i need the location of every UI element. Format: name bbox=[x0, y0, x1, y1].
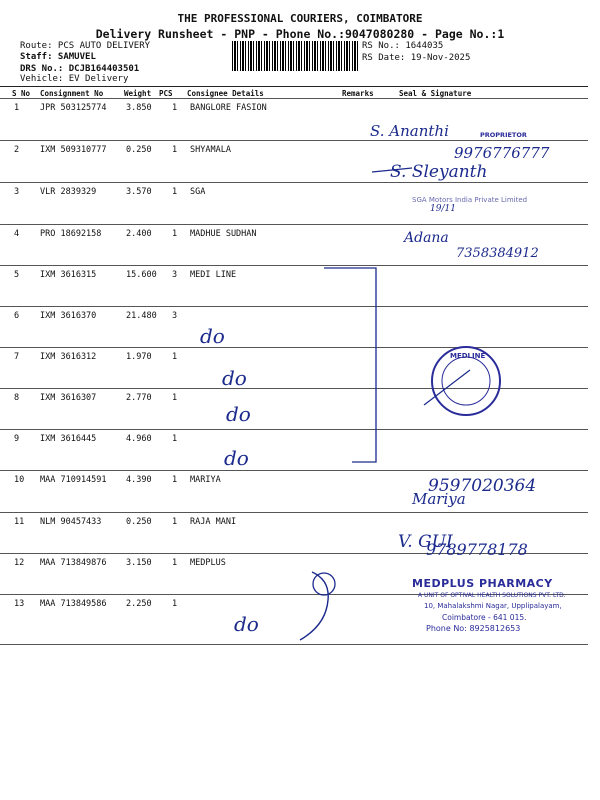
medplus-stamp-address1: 10, Mahalakshmi Nagar, Upplipalayam, bbox=[424, 602, 562, 610]
phone-row4: 7358384912 bbox=[456, 246, 539, 261]
row-consignee: SHYAMALA bbox=[190, 145, 231, 155]
row-pcs: 1 bbox=[172, 393, 178, 403]
row-pcs: 1 bbox=[172, 599, 178, 609]
row-sno: 10 bbox=[14, 475, 25, 485]
row-pcs: 1 bbox=[172, 229, 178, 239]
row-consignment: VLR 2839329 bbox=[40, 187, 97, 197]
signature-row1: S. Ananthi bbox=[370, 122, 449, 140]
row-weight: 4.390 bbox=[126, 475, 152, 485]
medline-stamp-text: MEDLINE bbox=[450, 352, 486, 360]
bracket-stroke bbox=[300, 572, 328, 640]
signature-row2: S. Sleyanth bbox=[390, 162, 488, 182]
medplus-stamp-name: MEDPLUS PHARMACY bbox=[412, 577, 553, 590]
row-sno: 12 bbox=[14, 558, 25, 568]
ditto-row13: do bbox=[234, 612, 259, 636]
row-pcs: 1 bbox=[172, 145, 178, 155]
col-consignee: Consignee Details bbox=[187, 89, 264, 98]
row-consignment: IXM 3616315 bbox=[40, 270, 97, 280]
rs-number: RS No.: 1644035 bbox=[362, 41, 444, 51]
row-sno: 1 bbox=[14, 103, 20, 113]
row-pcs: 1 bbox=[172, 475, 178, 485]
drs-label: DRS No.: DCJB164403501 bbox=[20, 64, 140, 74]
runsheet-subtitle: Delivery Runsheet - PNP - Phone No.:9047080280 - Page No.:1 bbox=[95, 27, 505, 41]
row-weight: 1.970 bbox=[126, 352, 152, 362]
vehicle-label: Vehicle: EV Delivery bbox=[20, 74, 129, 84]
circled-mark bbox=[313, 573, 335, 595]
row-consignee: SGA bbox=[190, 187, 206, 197]
row-pcs: 3 bbox=[172, 311, 178, 321]
row-weight: 15.600 bbox=[126, 270, 157, 280]
row-sno: 8 bbox=[14, 393, 20, 403]
row-pcs: 1 bbox=[172, 187, 178, 197]
medplus-stamp-address2: Coimbatore - 641 015. bbox=[442, 613, 527, 622]
ditto-row7: do bbox=[222, 366, 247, 390]
row-consignment: NLM 90457433 bbox=[40, 517, 102, 527]
col-weight: Weight bbox=[124, 89, 152, 98]
row-weight: 3.570 bbox=[126, 187, 152, 197]
signature-row10: Mariya bbox=[412, 490, 466, 508]
row-sno: 13 bbox=[14, 599, 25, 609]
row-weight: 21.480 bbox=[126, 311, 157, 321]
row-pcs: 1 bbox=[172, 517, 178, 527]
row-consignee: RAJA MANI bbox=[190, 517, 237, 527]
rs-date: RS Date: 19-Nov-2025 bbox=[362, 53, 471, 63]
row-consignment: IXM 3616370 bbox=[40, 311, 97, 321]
row-consignment: JPR 503125774 bbox=[40, 103, 107, 113]
row-pcs: 1 bbox=[172, 103, 178, 113]
page-title: THE PROFESSIONAL COURIERS, COIMBATORE bbox=[177, 12, 423, 25]
row-weight: 2.770 bbox=[126, 393, 152, 403]
row-sno: 7 bbox=[14, 352, 20, 362]
row-consignee: MEDI LINE bbox=[190, 270, 237, 280]
row-pcs: 1 bbox=[172, 352, 178, 362]
signature-row11: V. GUI bbox=[398, 532, 453, 552]
phone-row10: 9597020364 bbox=[428, 476, 537, 496]
row-consignment: IXM 509310777 bbox=[40, 145, 107, 155]
medline-stamp-inner bbox=[442, 357, 490, 405]
row-weight: 2.400 bbox=[126, 229, 152, 239]
row-consignment: MAA 713849876 bbox=[40, 558, 107, 568]
row-weight: 0.250 bbox=[126, 517, 152, 527]
row-pcs: 3 bbox=[172, 270, 178, 280]
row-pcs: 1 bbox=[172, 558, 178, 568]
bracket-stroke bbox=[324, 268, 376, 462]
route-label: Route: PCS AUTO DELIVERY bbox=[20, 41, 151, 51]
row-weight: 0.250 bbox=[126, 145, 152, 155]
proprietor-stamp: PROPRIETOR bbox=[480, 131, 527, 139]
col-remarks: Remarks bbox=[342, 89, 374, 98]
row-consignee: MADHUE SUDHAN bbox=[190, 229, 257, 239]
ditto-row8: do bbox=[226, 402, 251, 426]
row-consignment: PRO 18692158 bbox=[40, 229, 102, 239]
row-consignment: IXM 3616312 bbox=[40, 352, 97, 362]
row-consignee: MEDPLUS bbox=[190, 558, 226, 568]
sga-stamp: SGA Motors India Private Limited bbox=[412, 196, 528, 204]
row-weight: 4.960 bbox=[126, 434, 152, 444]
signature-row4: Adana bbox=[404, 230, 449, 246]
row-consignment: MAA 713849586 bbox=[40, 599, 107, 609]
row-weight: 2.250 bbox=[126, 599, 152, 609]
row-sno: 6 bbox=[14, 311, 20, 321]
row-sno: 11 bbox=[14, 517, 25, 527]
phone-row2: 9976776777 bbox=[454, 144, 550, 162]
row-consignment: IXM 3616307 bbox=[40, 393, 97, 403]
row-sno: 2 bbox=[14, 145, 20, 155]
row-consignment: MAA 710914591 bbox=[40, 475, 107, 485]
row-weight: 3.150 bbox=[126, 558, 152, 568]
row-pcs: 1 bbox=[172, 434, 178, 444]
row-sno: 5 bbox=[14, 270, 20, 280]
staff-label: Staff: SAMUVEL bbox=[20, 52, 96, 62]
signature-stroke bbox=[424, 370, 470, 405]
medplus-stamp-unit: A UNIT OF OPTIVAL HEALTH SOLUTIONS PVT. LTD. bbox=[418, 592, 566, 599]
row-consignee: BANGLORE FASION bbox=[190, 103, 267, 113]
col-pcs: PCS bbox=[159, 89, 173, 98]
phone-row11: 9789778178 bbox=[426, 540, 528, 559]
row-consignee: MARIYA bbox=[190, 475, 221, 485]
col-seal-signature: Seal & Signature bbox=[399, 89, 472, 98]
ditto-row9: do bbox=[224, 446, 249, 470]
col-consignment: Consignment No bbox=[40, 89, 104, 98]
row-consignment: IXM 3616445 bbox=[40, 434, 97, 444]
ditto-row6: do bbox=[200, 324, 225, 348]
row-sno: 3 bbox=[14, 187, 20, 197]
row-weight: 3.850 bbox=[126, 103, 152, 113]
col-sno: S No bbox=[12, 89, 31, 98]
medplus-stamp-phone: Phone No: 8925812653 bbox=[426, 624, 521, 633]
row-sno: 4 bbox=[14, 229, 20, 239]
row-sno: 9 bbox=[14, 434, 20, 444]
sga-stamp-date: 19/11 bbox=[430, 204, 456, 214]
